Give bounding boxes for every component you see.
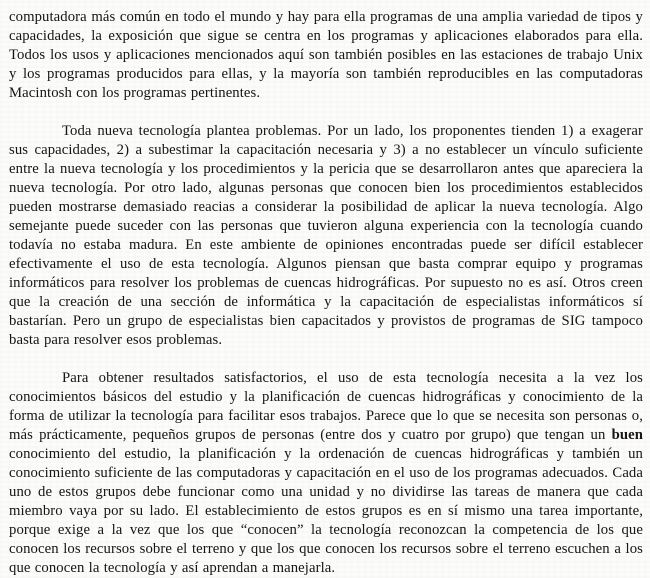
paragraph-3-text-before-bold: Para obtener resultados satisfactorios, el uso de esta tecnología necesita a la vez los conocimientos básicos del estudio y la planificación de cuencas hidrográficas y conocimiento de la forma de utilizar la tecnología para facilitar esos trabajos. Parece que lo que se necesita son personas o, más prácticamente, pequeños grupos de personas (entre dos y cuatro por grupo) que tengan un: [9, 370, 643, 443]
paragraph-3: [9, 369, 643, 578]
paragraph-3-bold-word: buen: [611, 427, 643, 443]
paragraph-1: computadora más común en todo el mundo y hay para ella programas de una amplia variedad de tipos y capacidades, la exposición que sigue se centra en los programas y aplicaciones elaborados para ella. Todos los usos y aplicaciones mencionados aquí son también posibles en las estaciones de trabajo Unix y los programas producidos para ellas, y la mayoría son también reproducibles en las computadoras Macintosh con los programas pertinentes.: [9, 9, 643, 101]
document-text-block: [9, 8, 643, 578]
paragraph-2: Toda nueva tecnología plantea problemas. Por un lado, los proponentes tienden 1) a exagerar sus capacidades, 2) a subestimar la capacitación necesaria y 3) a no establecer un vínculo suficiente entre la nueva tecnología y los procedimientos y la pericia que se desarrollaron antes que apareciera la nueva tecnología. Por otro lado, algunas personas que conocen bien los procedimientos establecidos pueden mostrarse demasiado reacias a considerar la posibilidad de aplicar la nueva tecnología. Algo semejante puede suceder con las personas que tuvieron alguna experiencia con la tecnología cuando todavía no estaba madura. En este ambiente de opiniones encontradas puede ser difícil establecer efectivamente el uso de esta tecnología. Algunos piensan que basta comprar equipo y programas informáticos para resolver los problemas de cuencas hidrográficas. Por supuesto no es así. Otros creen que la creación de una sección de informática y la capacitación de especialistas informáticos sí bastarían. Pero un grupo de especialistas bien capacitados y provistos de programas de SIG tampoco basta para resolver esos problemas.: [9, 123, 643, 348]
paragraph-3-text-after-bold: conocimiento del estudio, la planificación y la ordenación de cuencas hidrográficas y también un conocimiento suficiente de las computadoras y capacitación en el uso de los programas adecuados. Cada uno de estos grupos debe funcionar como una unidad y no dividirse las tareas de manera que cada miembro vaya por su lado. El establecimiento de estos grupos es en sí mismo una tarea importante, porque exige a la vez que los que “conocen” la tecnología reconozcan la competencia de los que conocen los recursos sobre el terreno y que los que conocen los recursos sobre el terreno escuchen a los que conocen la tecnología y así aprendan a manejarla.: [9, 446, 643, 576]
